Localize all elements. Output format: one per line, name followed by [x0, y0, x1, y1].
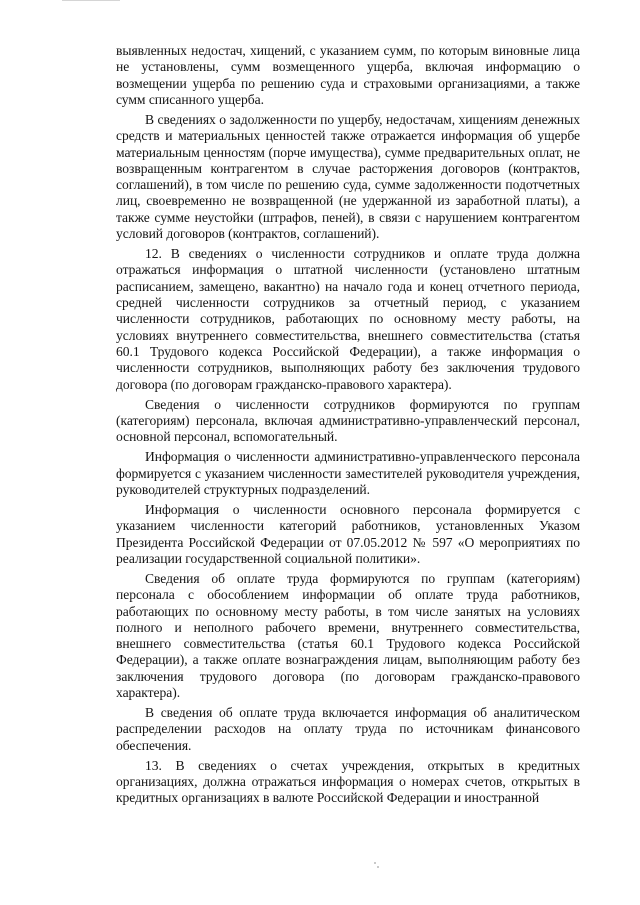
paragraph-continuation: выявленных недостач, хищений, с указанием сумм, по которым виновные лица не установлены, сумм возмещенного ущерба, включая информацию о возмещении ущерба по решению суда и страховыми организациями, а также сумм списанного ущерба. [116, 43, 580, 107]
scan-edge-artifact [62, 0, 120, 6]
scan-speck [374, 862, 376, 864]
paragraph-payroll-groups: Сведения об оплате труда формируются по группам (категориям) персонала с обособлением информации об оплате труда работников, работающих по основному месту работы, в том числе занятых на условиях полного и неполного рабочего времени, внутреннего совместительства, внешнего совместительства (статья 60.1 Трудового кодекса Российской Федерации), а также оплате вознаграждения лицам, выполняющим работу без заключения трудового договора (по договорам гражданско-правового характера). [116, 570, 580, 701]
paragraph-main-staff: Информация о численности основного персонала формируется с указанием численности категорий работников, установленных Указом Президента Российской Федерации от 07.05.2012 № 597 «О мероприятиях по реализации государственной социальной политики». [116, 502, 580, 566]
paragraph-item-12: 12. В сведениях о численности сотрудников и оплате труда должна отражаться информация о штатной численности (установлено штатным расписанием, замещено, вакантно) на начало года и конец отчетного периода, средней численности сотрудников за отчетный период, с указанием численности сотрудников, работающих по основному месту работы, на условиях внутреннего совместительства, внешнего совместительства (статья 60.1 Трудового кодекса Российской Федерации), а также информация о численности сотрудников, выполняющих работу без заключения трудового договора (по договорам гражданско-правового характера). [116, 246, 580, 392]
document-body [116, 43, 580, 811]
paragraph-payroll-analytics: В сведения об оплате труда включается информация об аналитическом распределении расходов на оплату труда по источникам финансового обеспечения. [116, 705, 580, 753]
paragraph-debt-info: В сведениях о задолженности по ущербу, недостачам, хищениям денежных средств и материальных ценностей также отражается информация об ущербе материальным ценностям (порче имущества), сумме предварительных оплат, не возвращенным контрагентом в случае расторжения договоров (контрактов, соглашений), в том числе по решению суда, сумме задолженности подотчетных лиц, своевременно не возвращенной (не удержанной из заработной платы), а также сумме неустойки (штрафов, пеней), в связи с нарушением контрагентом условий договоров (контрактов, соглашений). [116, 111, 580, 242]
paragraph-admin-staff: Информация о численности административно-управленческого персонала формируется с указанием численности заместителей руководителя учреждения, руководителей структурных подразделений. [116, 449, 580, 497]
scan-speck [377, 866, 379, 868]
paragraph-item-13: 13. В сведениях о счетах учреждения, открытых в кредитных организациях, должна отражаться информация о номерах счетов, открытых в кредитных организациях в валюте Российской Федерации и иностранной [116, 757, 580, 806]
paragraph-staff-groups: Сведения о численности сотрудников формируются по группам (категориям) персонала, включая административно-управленческий персонал, основной персонал, вспомогательный. [116, 396, 580, 445]
